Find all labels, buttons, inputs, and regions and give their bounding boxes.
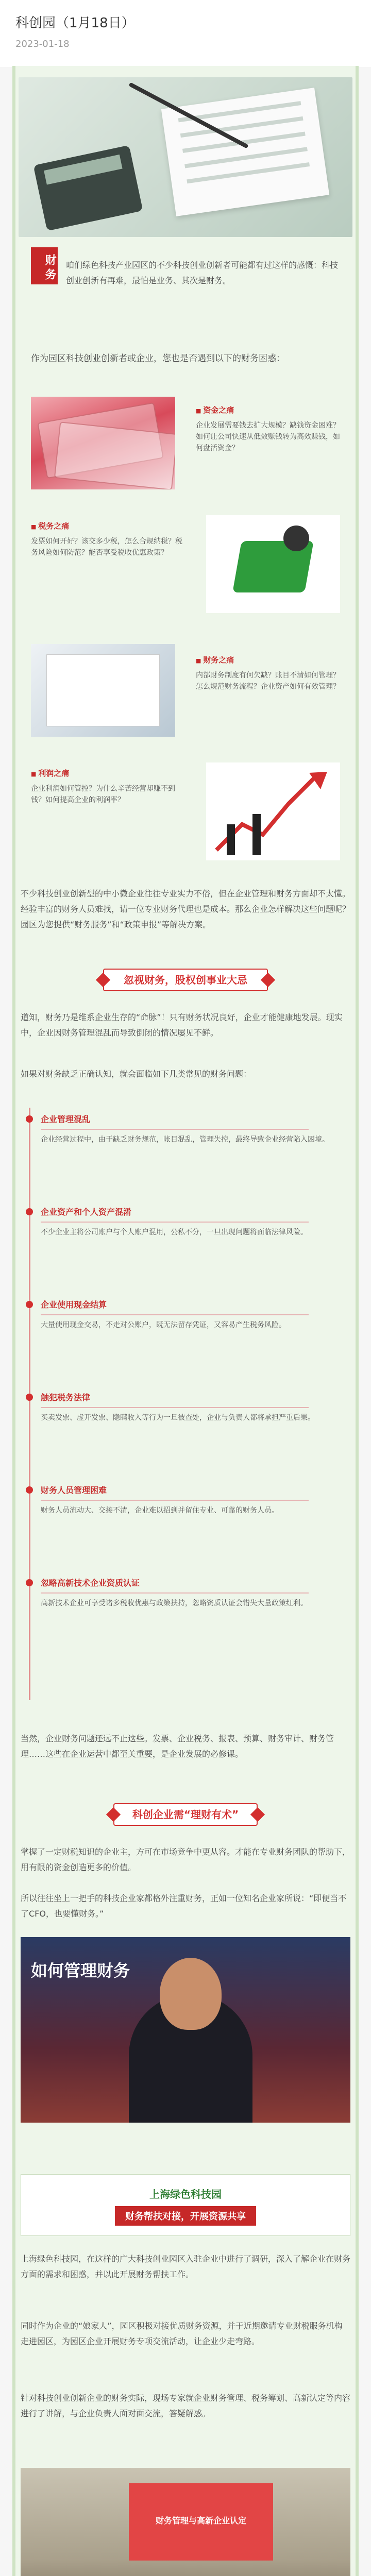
body-text-8: 针对科技创业创新企业的财务实际，现场专家就企业财务管理、税务筹划、高新认定等内容进行了讲解，与企业负责人面对面交流，答疑解惑。 <box>21 2393 351 2418</box>
timeline-item <box>41 1391 329 1423</box>
timeline-item <box>41 1577 329 1609</box>
timeline-item-title: 企业资产和个人资产混淆 <box>41 1206 329 1217</box>
money-image <box>31 397 175 489</box>
pain-title-2: ■ 税务之痛 <box>31 520 69 531</box>
section-ribbon-2: 科创企业需“理财有术” <box>113 1803 258 1826</box>
body-text-2: 道知，财务乃是维系企业生存的“命脉”！只有财务状况良好，企业才能健康地发展。现实中，企业因财务管理混乱而导致倒闭的情况屡见不鲜。 <box>21 1012 343 1038</box>
timeline-item <box>41 1484 329 1516</box>
event-title-box <box>21 2174 350 2236</box>
timeline-item-body: 高新技术企业可享受诸多税收优惠与政策扶持，忽略资质认证会错失大量政策红利。 <box>41 1599 308 1607</box>
pain-body-3: 内部财务制度有何欠缺？账目不清如何管理？怎么规范财务流程？企业资产如何有效管理？ <box>196 671 340 691</box>
screen-text: 财务管理与高新企业认定 <box>155 2516 246 2526</box>
ledger-image <box>31 644 175 737</box>
timeline-item-title: 触犯税务法律 <box>41 1391 329 1403</box>
article-date: 2023-01-18 <box>15 39 70 49</box>
stage-title: 如何管理财务 <box>31 1961 130 1980</box>
figure-head <box>283 526 309 551</box>
quote-text: 所以往往坐上一把手的科技企业家都格外注重财务，正如一位知名企业家所说：“即便当不了CFO，也要懂财务。” <box>21 1893 347 1919</box>
pain-title-3: ■ 财务之痛 <box>196 654 234 665</box>
timeline-item <box>41 1206 329 1238</box>
pain-title-4: ■ 利润之痛 <box>31 768 69 778</box>
profit-chart-image <box>206 762 340 860</box>
body-text-1: 不少科技创业创新型的中小微企业往往专业实力不俗，但在企业管理和财务方面却不太懂。经验丰富的财务人员难找，请一位专业财务代理也是成本。那么企业怎样解决这些问题呢？园区为您提供“财务服务”和“政策申报”等解决方案。 <box>21 889 351 929</box>
finance-problems-timeline <box>29 1108 338 1700</box>
timeline-item-title: 忽略高新技术企业资质认证 <box>41 1577 329 1588</box>
presentation-screen <box>129 2483 273 2561</box>
timeline-item-body: 大量使用现金交易，不走对公账户，既无法留存凭证，又容易产生税务风险。 <box>41 1321 286 1329</box>
tax-image <box>206 515 340 613</box>
intro-text: 咱们绿色科技产业园区的不少科技创业创新者可能都有过这样的感慨：科技创业创新有再难，最怕是业务、其次是财务。 <box>66 260 339 285</box>
lead-text: 作为园区科技创业创新者或企业，您也是否遇到以下的财务困惑： <box>31 353 285 364</box>
hero-image <box>19 77 352 237</box>
timeline-item-body: 买卖发票、虚开发票、隐瞒收入等行为一旦被查处，企业与负责人都将承担严重后果。 <box>41 1414 315 1422</box>
calculator-icon <box>33 145 143 231</box>
pain-body-2: 发票如何开好？该交多少税，怎么合规纳税？税务风险如何防范？能否享受税收优惠政策？ <box>31 537 182 557</box>
event-slogan: 财务帮扶对接，开展资源共享 <box>115 2206 256 2226</box>
timeline-item-title: 财务人员管理困难 <box>41 1484 329 1496</box>
pain-body-1: 企业发展需要钱去扩大规模？缺钱资金困难？如何让公司快速从低效赚钱转为高效赚钱，如何盘活资金？ <box>196 421 340 452</box>
article-header <box>0 0 371 67</box>
timeline-item-title: 企业使用现金结算 <box>41 1298 329 1310</box>
timeline-item-title: 企业管理混乱 <box>41 1113 329 1125</box>
timeline-item-body: 企业经营过程中，由于缺乏财务规范，帐目混乱，管理失控，最终导致企业经营陷入困境。 <box>41 1136 329 1144</box>
body-text-3: 如果对财务缺乏正确认知，就会面临如下几类常见的财务问题： <box>21 1069 252 1079</box>
body-text-5: 掌握了一定财税知识的企业主，方可在市场竞争中更从容。才能在专业财务团队的帮助下，用有限的资金创造更多的价值。 <box>21 1847 351 1872</box>
timeline-item-body: 财务人员流动大、交接不清，企业难以招到并留住专业、可靠的财务人员。 <box>41 1506 279 1515</box>
document-paper <box>161 88 329 216</box>
pain-body-4: 企业利润如何管控？为什么辛苦经营却赚不到钱？如何提高企业的利润率？ <box>31 785 175 804</box>
meeting-photo-1 <box>21 2468 350 2576</box>
finance-badge: 财务 <box>31 247 58 284</box>
timeline-item <box>41 1298 329 1331</box>
body-text-4: 当然，企业财务问题还远不止这些。发票、企业税务、报表、预算、财务审计、财务管理……这些在企业运营中都至关重要，是企业发展的必修课。 <box>21 1734 334 1759</box>
rising-arrow-icon <box>206 762 340 860</box>
speaker-photo <box>21 1937 350 2123</box>
section-ribbon-1: 忽视财务，股权创事业大忌 <box>103 969 268 991</box>
speaker-face <box>160 1958 222 2030</box>
body-text-6: 上海绿色科技园，在这样的广大科技创业园区入驻企业中进行了调研，深入了解企业在财务方面的需求和困惑，并以此开展财务帮扶工作。 <box>21 2254 351 2279</box>
timeline-item-body: 不少企业主将公司账户与个人账户混用，公私不分，一旦出现问题将面临法律风险。 <box>41 1228 308 1236</box>
article-title: 科创园（1月18日） <box>15 15 135 31</box>
event-org: 上海绿色科技园 <box>149 2188 222 2200</box>
body-text-7: 同时作为企业的“娘家人”，园区积极对接优质财务资源，并于近期邀请专业财税服务机构走进园区，为园区企业开展财务专项交流活动，让企业少走弯路。 <box>21 2321 343 2346</box>
pain-title-1: ■ 资金之痛 <box>196 404 234 415</box>
timeline-item <box>41 1113 329 1145</box>
